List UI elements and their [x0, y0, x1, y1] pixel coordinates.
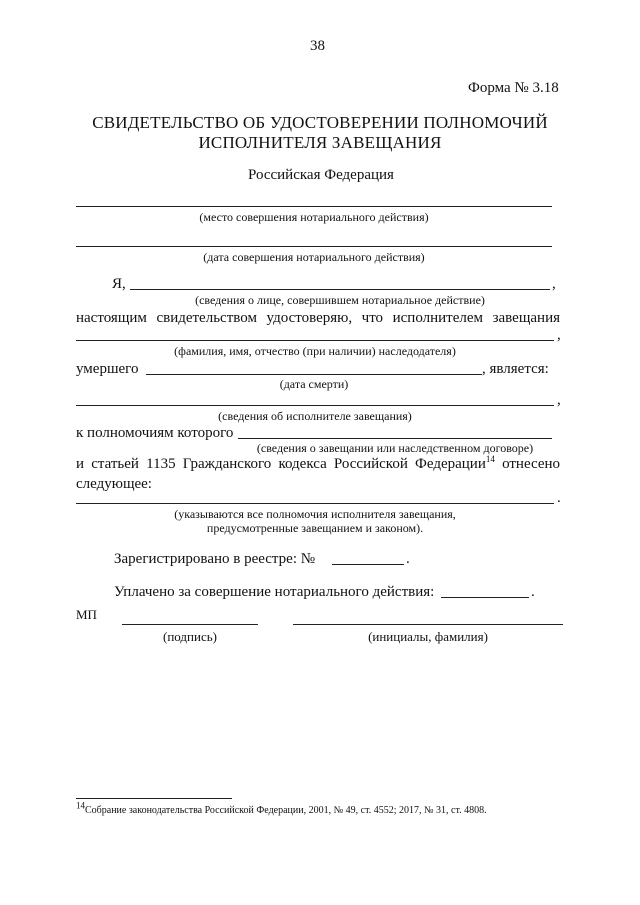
testator-caption: (фамилия, имя, отчество (при наличии) наследодателя) [174, 344, 456, 358]
death-date-field-line [146, 374, 482, 375]
registered-label: Зарегистрировано в реестре: № [114, 551, 316, 567]
ya-label: Я, [112, 276, 126, 292]
executor-caption: (сведения об исполнителе завещания) [218, 409, 412, 423]
footnote-reference: 14 [485, 454, 495, 464]
footnote-mark: 14 [76, 800, 85, 811]
powers-field-line [76, 503, 554, 504]
powers-of-label: к полномочиям которого [76, 425, 234, 441]
following-label: следующее: [76, 476, 152, 492]
registry-number-line [332, 564, 404, 565]
powers-caption-2: предусмотренные завещанием и законом). [206, 521, 424, 535]
powers-period: . [557, 490, 561, 506]
signature-caption: (подпись) [163, 629, 217, 644]
executor-comma: , [557, 392, 561, 408]
article-text-main: и статьей 1135 Гражданского кодекса Российской Федерации [76, 456, 486, 472]
article-text-end: отнесено [502, 456, 561, 472]
footnote-text: Собрание законодательства Российской Федерации, 2001, № 49, ст. 4552; 2017, № 31, ст. 4808. [85, 805, 487, 816]
registered-period: . [406, 551, 410, 567]
place-field-line [76, 206, 552, 207]
form-number: Форма № 3.18 [468, 80, 559, 96]
paid-amount-line [441, 597, 529, 598]
paid-label: Уплачено за совершение нотариального действия: [114, 584, 435, 600]
will-info-field-line [238, 438, 552, 439]
place-caption: (место совершения нотариального действия) [199, 210, 429, 224]
initials-line [293, 624, 563, 625]
is-label: , является: [482, 361, 549, 377]
date-field-line [76, 246, 552, 247]
footnote-separator [76, 798, 232, 799]
will-info-caption: (сведения о завещании или наследственном договоре) [256, 441, 534, 455]
executor-field-line [76, 405, 554, 406]
person-caption: (сведения о лице, совершившем нотариальное действие) [195, 293, 485, 307]
person-comma: , [552, 276, 556, 292]
country: Российская Федерация [248, 167, 394, 183]
page-number: 38 [310, 38, 325, 54]
testator-field-line [76, 340, 554, 341]
deceased-label: умершего [76, 361, 139, 377]
title-line-1: СВИДЕТЕЛЬСТВО ОБ УДОСТОВЕРЕНИИ ПОЛНОМОЧИЙ [92, 113, 548, 132]
date-caption: (дата совершения нотариального действия) [203, 250, 425, 264]
testator-comma: , [557, 327, 561, 343]
death-date-caption: (дата смерти) [279, 377, 349, 391]
title-line-2: ИСПОЛНИТЕЛЯ ЗАВЕЩАНИЯ [198, 133, 442, 152]
signature-line [122, 624, 258, 625]
initials-caption: (инициалы, фамилия) [368, 629, 488, 644]
footnote [76, 800, 487, 816]
person-field-line [130, 289, 550, 290]
powers-caption-1: (указываются все полномочия исполнителя завещания, [174, 507, 456, 521]
certify-text: настоящим свидетельством удостоверяю, что исполнителем завещания [76, 310, 560, 326]
article-text [76, 456, 560, 473]
seal-place-label: МП [76, 607, 97, 622]
paid-period: . [531, 584, 535, 600]
